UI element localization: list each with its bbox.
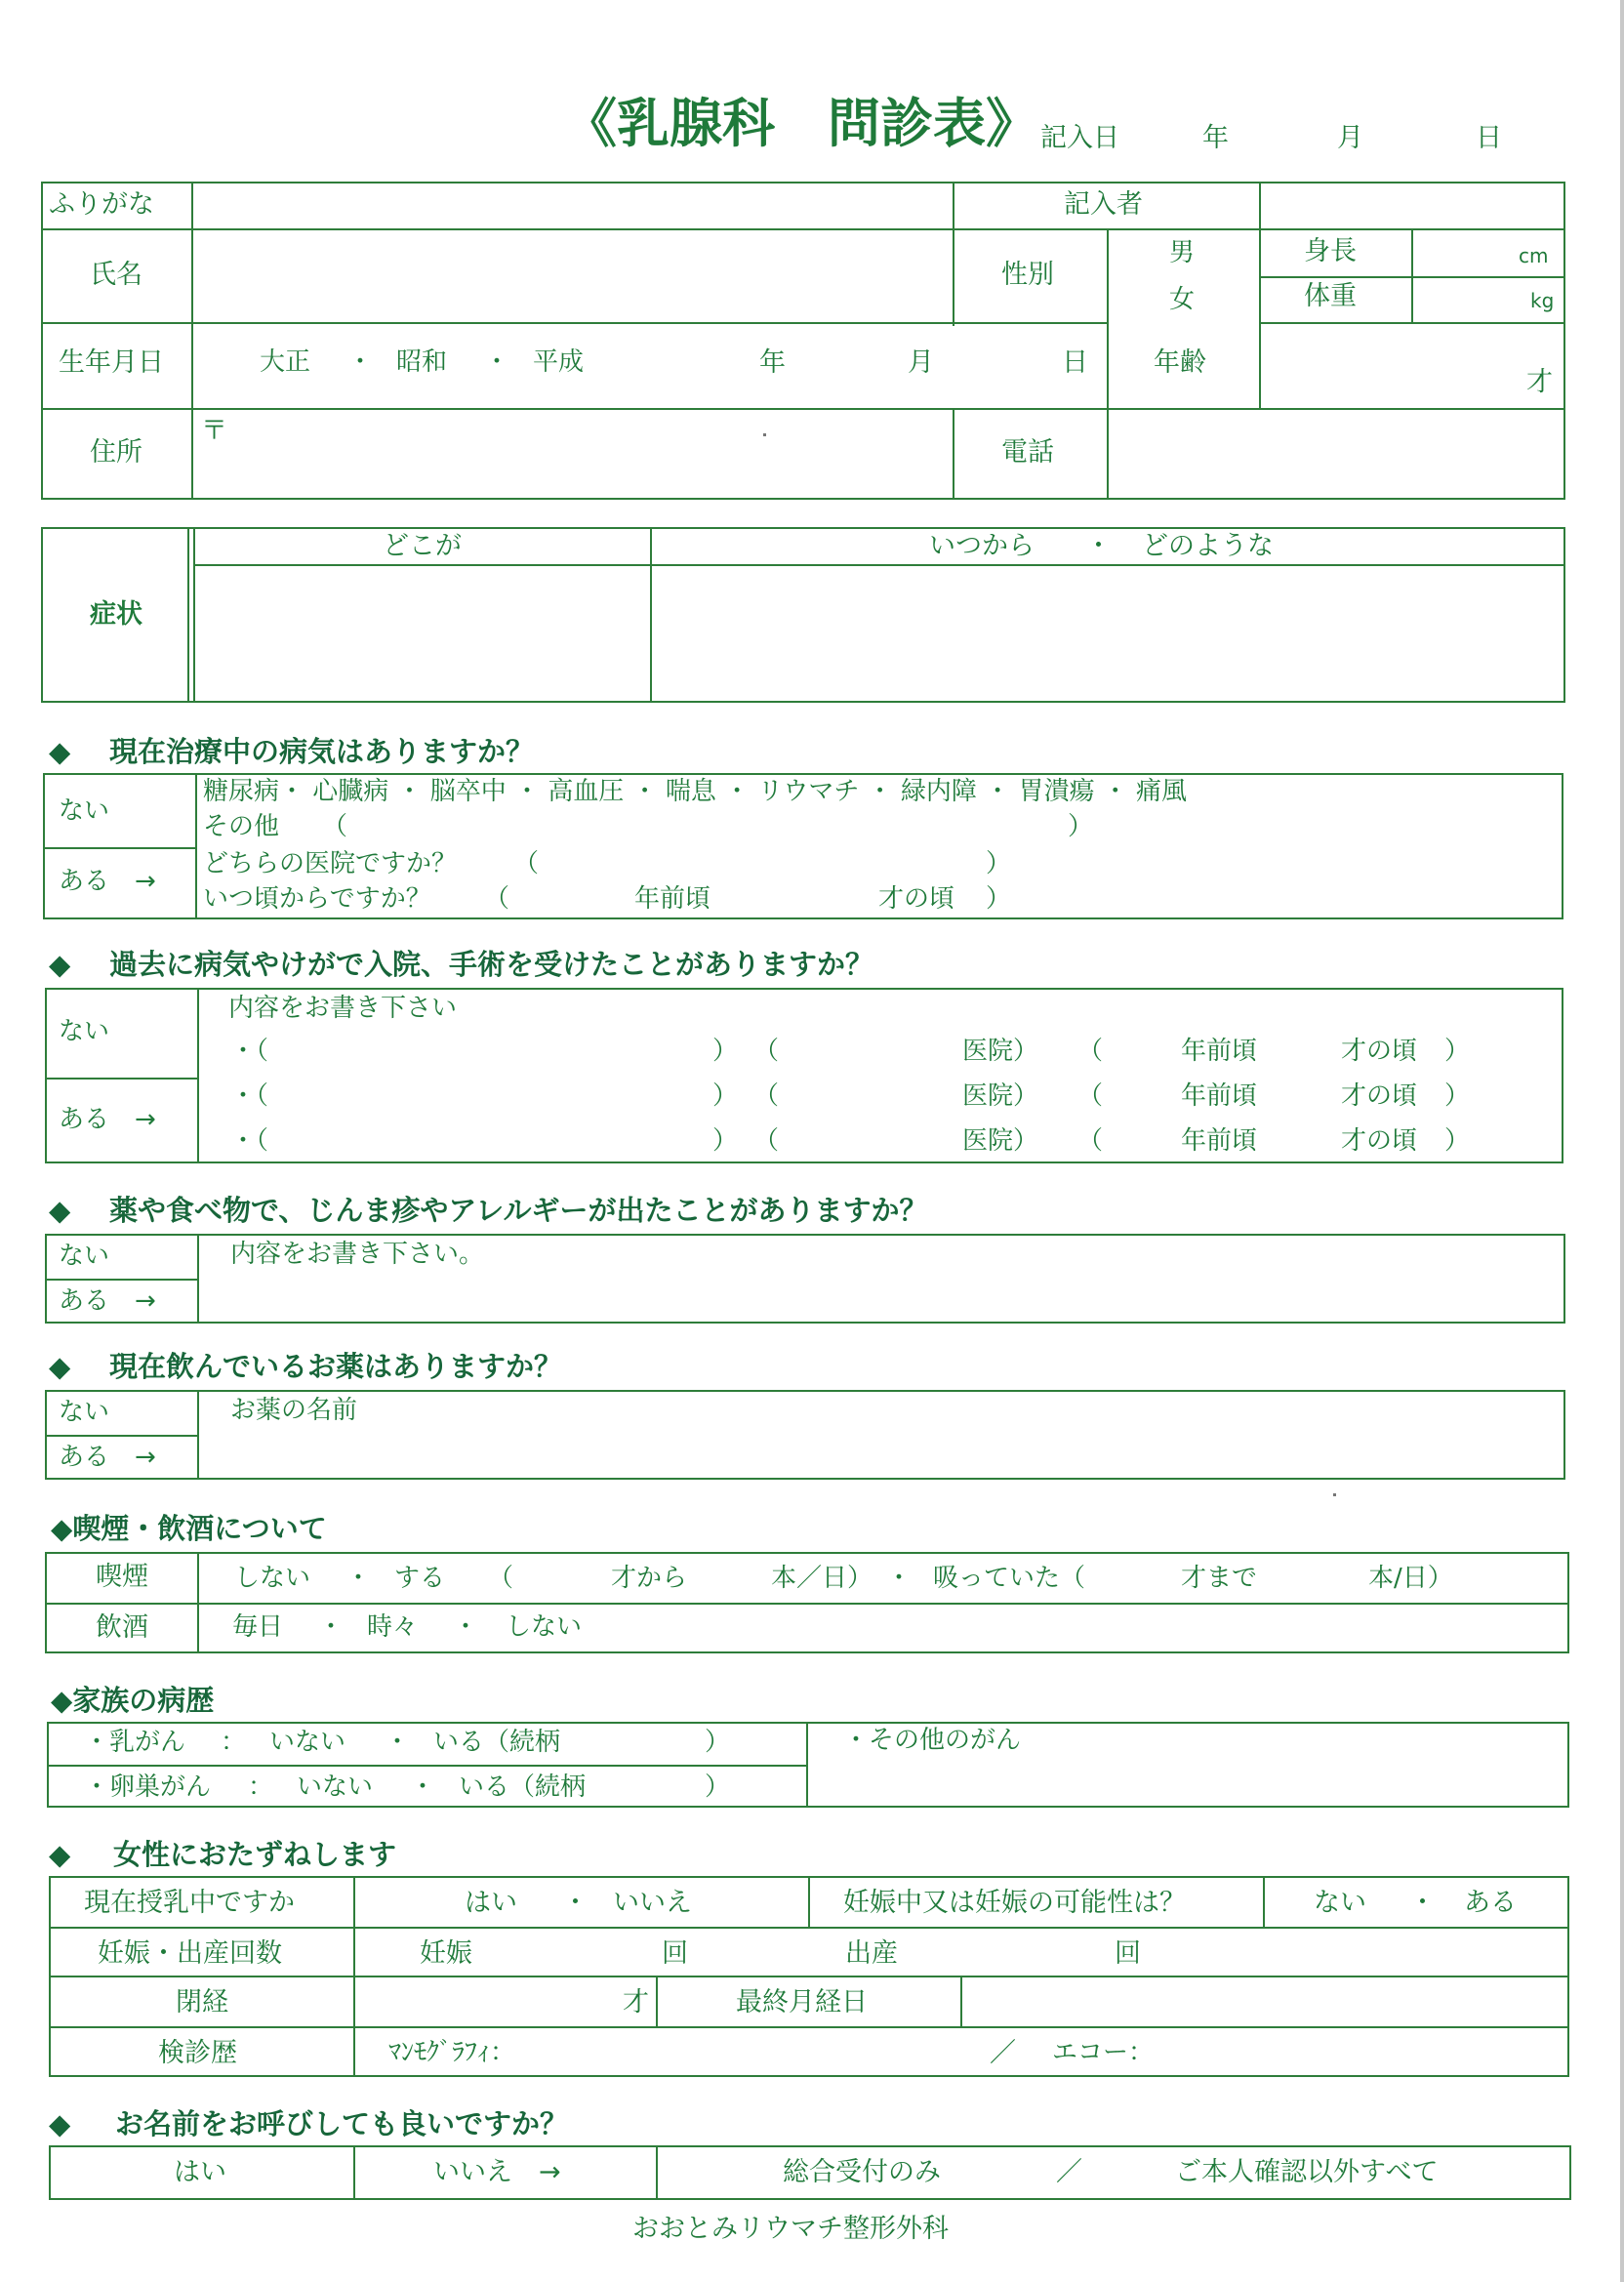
smoking-separator: ・ (345, 1564, 372, 1593)
symptoms-where-header: どこが (383, 531, 462, 561)
sex-label: 性別 (1001, 260, 1054, 290)
ovarian-cancer-colon: ： (248, 1773, 274, 1802)
section-bullet: ◆ (49, 1838, 71, 1871)
era-heisei-option[interactable]: 平成 (533, 347, 585, 377)
weight-label: 体重 (1304, 281, 1357, 311)
q7-title: 女性におたずねします (113, 1838, 397, 1871)
writer-label: 記入者 (1064, 189, 1143, 220)
ovarian-cancer-label: ・卵巣がん (84, 1773, 212, 1802)
scan-speck (763, 433, 766, 436)
age-field[interactable] (1261, 326, 1515, 406)
q2-row-bullet: ・（ (230, 1037, 269, 1066)
q2-row-years-ago: 年前頃 (1181, 1081, 1258, 1111)
q1-other-label: その他 (203, 812, 280, 841)
q6-title: ◆家族の病歴 (51, 1684, 215, 1717)
drinking-sometimes-option[interactable]: 時々 (367, 1612, 419, 1642)
breastfeeding-separator: ・ (562, 1888, 589, 1918)
q2-row-clinic: 医院） (962, 1126, 1039, 1156)
mammography-label: ﾏﾝﾓｸﾞﾗﾌｨ： (388, 2038, 516, 2067)
q2-row-open: （ (1077, 1126, 1104, 1156)
drinking-everyday-option[interactable]: 毎日 (232, 1612, 284, 1642)
symptoms-label: 症状 (90, 599, 142, 630)
dob-year-label: 年 (759, 347, 786, 378)
scan-edge (1620, 0, 1624, 2282)
q1-hospital-open: （ (513, 849, 540, 878)
q2-row-clinic: 医院） (962, 1037, 1039, 1066)
age-label: 年齢 (1154, 347, 1206, 378)
q3-instruction: 内容をお書き下さい。 (230, 1240, 485, 1269)
symptoms-where-field[interactable] (195, 568, 648, 701)
q1-hospital-label: どちらの医院ですか？ (203, 849, 458, 878)
breast-cancer-colon: ： (221, 1728, 247, 1757)
other-cancer-label: ・その他のがん (843, 1726, 1022, 1755)
q2-title: 過去に病気やけがで入院、手術を受けたことがありますか？ (109, 948, 874, 981)
q8-slash: ／ (1056, 2157, 1082, 2187)
last-period-field[interactable] (962, 1977, 1567, 2024)
drinking-separator: ・ (453, 1612, 479, 1642)
menopause-age-unit: 才 (623, 1987, 649, 2017)
pregnancy-some-option[interactable]: ある (1464, 1888, 1517, 1918)
name-label: 氏名 (90, 260, 142, 290)
pregnancy-separator: ・ (1409, 1888, 1436, 1918)
q4-yes-option[interactable]: ある → (59, 1443, 156, 1472)
height-field[interactable] (1413, 230, 1511, 275)
q1-hospital-close: ） (986, 849, 1012, 878)
checkup-slash: ／ (990, 2038, 1016, 2068)
section-bullet: ◆ (49, 2107, 71, 2140)
q1-age-at: 才の頃 (878, 884, 955, 914)
q2-row-open: （ (1077, 1081, 1104, 1111)
section-bullet: ◆ (49, 735, 71, 768)
name-field[interactable] (193, 230, 951, 320)
menopause-label: 閉経 (176, 1987, 228, 2017)
breast-cancer-close: ） (705, 1728, 731, 1757)
q2-row-open: （ (753, 1081, 780, 1111)
q1-since-open: （ (484, 884, 510, 914)
dob-month-label: 月 (908, 347, 934, 378)
echo-label: エコー： (1052, 2038, 1155, 2067)
scan-speck (1333, 1493, 1336, 1496)
symptoms-separator: ・ (1085, 531, 1112, 561)
smoking-open: （ (488, 1564, 514, 1593)
q1-disease-list[interactable]: 糖尿病・ 心臓病 ・ 脳卒中 ・ 高血圧 ・ 喘息 ・ リウマチ ・ 緑内障 ・ 胃潰瘍 ・ 痛風 (203, 777, 1187, 806)
era-separator: ・ (347, 347, 374, 377)
q2-row-close: ） (1444, 1126, 1471, 1156)
address-label: 住所 (90, 437, 142, 468)
q5-title: ◆喫煙・飲酒について (51, 1512, 327, 1545)
age-unit: 才 (1526, 367, 1553, 397)
symptoms-how-field[interactable] (652, 568, 1563, 701)
q2-row-clinic: 医院） (962, 1081, 1039, 1111)
q1-yes-option[interactable]: ある → (59, 867, 156, 896)
drinking-no-option[interactable]: しない (506, 1612, 583, 1642)
pregnancy-count-label: 妊娠 (420, 1938, 472, 1969)
birth-count-label: 出産 (845, 1938, 898, 1969)
q2-row-open: （ (753, 1126, 780, 1156)
phone-field[interactable] (1109, 410, 1563, 498)
ovarian-cancer-none-option[interactable]: いない (297, 1773, 374, 1802)
name-call-no-option[interactable]: いいえ → (433, 2157, 561, 2187)
era-separator: ・ (484, 347, 510, 377)
breast-cancer-label: ・乳がん (84, 1728, 186, 1757)
q1-since-label: いつ頃からですか？ (203, 884, 431, 914)
drinking-label: 飲酒 (96, 1612, 148, 1643)
date-day-label: 日 (1476, 123, 1502, 153)
q2-row-close: ） (712, 1126, 739, 1156)
smoking-no-option[interactable]: しない (234, 1564, 311, 1593)
name-call-yes-option[interactable]: はい (174, 2157, 226, 2187)
breastfeeding-label: 現在授乳中ですか (84, 1888, 295, 1918)
weight-field[interactable] (1413, 278, 1521, 321)
era-showa-option[interactable]: 昭和 (396, 347, 448, 377)
q2-no-option[interactable]: ない (59, 1017, 110, 1046)
weight-unit: kg (1530, 289, 1555, 312)
q1-other-close: ） (1068, 812, 1094, 841)
section-bullet: ◆ (49, 1350, 71, 1383)
q3-detail-field[interactable] (199, 1273, 1563, 1322)
postal-mark: 〒 (201, 416, 227, 446)
breast-cancer-separator: ・ (385, 1728, 411, 1757)
smoking-past-per-day: 本/日） (1368, 1564, 1453, 1593)
smoking-from-age: 才から (611, 1564, 688, 1593)
smoking-label: 喫煙 (96, 1562, 148, 1592)
q2-row-age-at: 才の頃 (1341, 1081, 1418, 1111)
smoking-used-to-option[interactable]: 吸っていた（ (933, 1564, 1086, 1593)
pregnancy-none-option[interactable]: ない (1314, 1888, 1366, 1918)
height-unit: cm (1519, 244, 1549, 267)
q2-row-close: ） (712, 1037, 739, 1066)
q2-row-years-ago: 年前頃 (1181, 1037, 1258, 1066)
section-bullet: ◆ (49, 1194, 71, 1227)
ovarian-cancer-close: ） (705, 1773, 731, 1802)
symptoms-how-header: どのような (1142, 531, 1274, 561)
q2-row-close: ） (1444, 1037, 1471, 1066)
q1-no-option[interactable]: ない (59, 796, 110, 826)
q4-no-option[interactable]: ない (59, 1398, 110, 1427)
breast-cancer-none-option[interactable]: いない (269, 1728, 346, 1757)
reception-only-option[interactable]: 総合受付のみ (783, 2157, 941, 2187)
ovarian-cancer-separator: ・ (410, 1773, 436, 1802)
q3-title: 薬や食べ物で、じんま疹やアレルギーが出たことがありますか？ (109, 1194, 928, 1227)
q1-title: 現在治療中の病気はありますか？ (109, 735, 535, 768)
q2-row-close: ） (712, 1081, 739, 1111)
breast-cancer-yes-option[interactable]: いる（続柄 (433, 1728, 561, 1757)
q1-since-close: ） (986, 884, 1012, 914)
birth-times-unit: 回 (1115, 1938, 1141, 1969)
q2-row-close: ） (1444, 1081, 1471, 1111)
q2-row-bullet: ・（ (230, 1126, 269, 1156)
phone-label: 電話 (1001, 437, 1054, 468)
symptoms-since-header: いつから (929, 531, 1035, 561)
q1-other-open: （ (322, 812, 348, 841)
q2-row-years-ago: 年前頃 (1181, 1126, 1258, 1156)
smoking-until-age: 才まで (1181, 1564, 1258, 1593)
pregnancy-possible-label: 妊娠中又は妊娠の可能性は？ (843, 1888, 1186, 1918)
breastfeeding-yes-option[interactable]: はい (465, 1888, 517, 1918)
checkup-history-label: 検診歴 (158, 2038, 237, 2068)
q2-row-age-at: 才の頃 (1341, 1037, 1418, 1066)
furigana-label: ふりがな (49, 189, 154, 220)
q2-instruction: 内容をお書き下さい (228, 994, 458, 1023)
date-year-label: 年 (1202, 123, 1229, 153)
section-bullet: ◆ (49, 948, 71, 981)
breastfeeding-no-option[interactable]: いいえ (613, 1888, 692, 1918)
q2-yes-option[interactable]: ある → (59, 1105, 156, 1134)
date-label: 記入日 (1040, 123, 1119, 153)
other-cancer-field[interactable] (810, 1763, 1567, 1806)
era-taisho-option[interactable]: 大正 (260, 347, 311, 377)
furigana-field[interactable] (193, 183, 951, 226)
male-option[interactable]: 男 (1169, 238, 1196, 267)
smoking-yes-option[interactable]: する (394, 1564, 446, 1593)
q2-row-bullet: ・（ (230, 1081, 269, 1111)
q2-row-open: （ (753, 1037, 780, 1066)
pregnancy-times-unit: 回 (662, 1938, 688, 1969)
address-field[interactable] (193, 410, 951, 498)
date-month-label: 月 (1337, 123, 1363, 153)
q3-yes-option[interactable]: ある → (59, 1286, 156, 1316)
dob-day-label: 日 (1062, 347, 1088, 378)
form-title: 《乳腺科 問診表》 (564, 93, 1038, 154)
drinking-separator: ・ (318, 1612, 345, 1642)
height-label: 身長 (1304, 236, 1357, 266)
last-period-label: 最終月経日 (736, 1987, 868, 2017)
writer-field[interactable] (1261, 183, 1563, 226)
q2-row-open: （ (1077, 1037, 1104, 1066)
q8-title: お名前をお呼びしても良いですか？ (115, 2107, 569, 2140)
female-option[interactable]: 女 (1169, 285, 1196, 314)
pregnancy-birth-count-label: 妊娠・出産回数 (98, 1938, 282, 1969)
q3-no-option[interactable]: ない (59, 1242, 110, 1271)
q2-row-age-at: 才の頃 (1341, 1126, 1418, 1156)
q4-title: 現在飲んでいるお薬はありますか？ (109, 1350, 563, 1383)
clinic-name: おおとみリウマチ整形外科 (632, 2214, 949, 2244)
q4-instruction: お薬の名前 (230, 1396, 358, 1425)
q4-detail-field[interactable] (199, 1429, 1563, 1478)
q1-years-ago: 年前頃 (634, 884, 711, 914)
dob-label: 生年月日 (59, 347, 164, 378)
ovarian-cancer-yes-option[interactable]: いる（続柄 (459, 1773, 587, 1802)
smoking-per-day: 本／日） (771, 1564, 873, 1593)
smoking-separator: ・ (886, 1564, 913, 1593)
all-except-id-option[interactable]: ご本人確認以外すべて (1175, 2157, 1439, 2187)
